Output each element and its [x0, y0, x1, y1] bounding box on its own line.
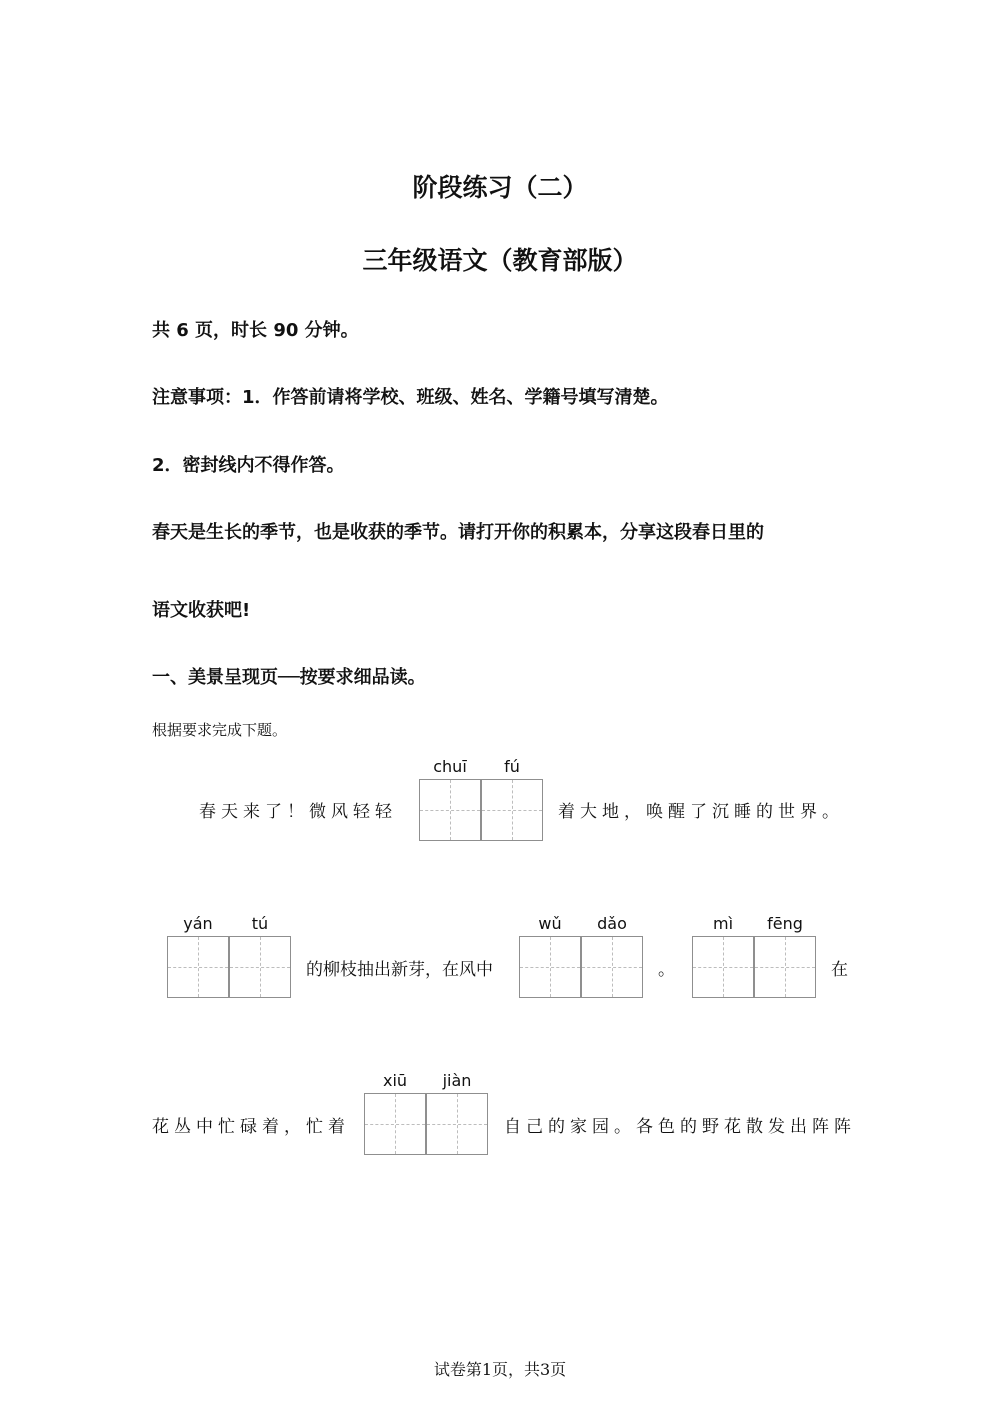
section-instruction: 根据要求完成下题。	[152, 721, 288, 739]
writing-grid-cell[interactable]	[229, 936, 291, 998]
writing-grid-cell[interactable]	[754, 936, 816, 998]
exam-duration: 共 6 页，时长 90 分钟。	[152, 320, 359, 341]
passage-text: 自己的家园。各色的野花散发出阵阵	[504, 1117, 856, 1137]
passage-text: 着大地，唤醒了沉睡的世界。	[558, 802, 844, 822]
pinyin-label: mì	[712, 914, 734, 933]
pinyin-label: chuī	[433, 757, 467, 776]
pinyin-label: xiū	[382, 1071, 408, 1090]
page-footer: 试卷第1页，共3页	[433, 1360, 567, 1379]
intro-line-2: 语文收获吧!	[152, 600, 251, 621]
passage-text: 花丛中忙碌着，忙着	[152, 1117, 350, 1137]
passage-text: 的柳枝抽出新芽，在风中	[306, 960, 493, 980]
intro-line-1: 春天是生长的季节，也是收获的季节。请打开你的积累本，分享这段春日里的	[152, 522, 764, 543]
writing-grid-cell[interactable]	[581, 936, 643, 998]
page-subtitle: 三年级语文（教育部版）	[362, 246, 638, 275]
pinyin-label: tú	[251, 914, 269, 933]
writing-grid-cell[interactable]	[167, 936, 229, 998]
writing-grid-cell[interactable]	[426, 1093, 488, 1155]
writing-grid-cell[interactable]	[481, 779, 543, 841]
section-heading: 一、美景呈现页──按要求细品读。	[152, 667, 426, 688]
page-title: 阶段练习（二）	[412, 173, 588, 202]
writing-grid-cell[interactable]	[692, 936, 754, 998]
pinyin-label: dǎo	[597, 914, 627, 933]
pinyin-label: jiàn	[442, 1071, 472, 1090]
passage-text: 。	[658, 960, 675, 980]
pinyin-label: yán	[183, 914, 213, 933]
pinyin-label: fēng	[767, 914, 803, 933]
writing-grid-cell[interactable]	[364, 1093, 426, 1155]
notice-item-2: 2．密封线内不得作答。	[152, 455, 345, 476]
writing-grid-cell[interactable]	[519, 936, 581, 998]
pinyin-label: wǔ	[538, 914, 562, 933]
notice-item-1: 注意事项：1．作答前请将学校、班级、姓名、学籍号填写清楚。	[152, 387, 669, 408]
writing-grid-cell[interactable]	[419, 779, 481, 841]
passage-text: 在	[831, 960, 848, 980]
passage-text: 春天来了！微风轻轻	[199, 802, 397, 822]
pinyin-label: fú	[504, 757, 520, 776]
